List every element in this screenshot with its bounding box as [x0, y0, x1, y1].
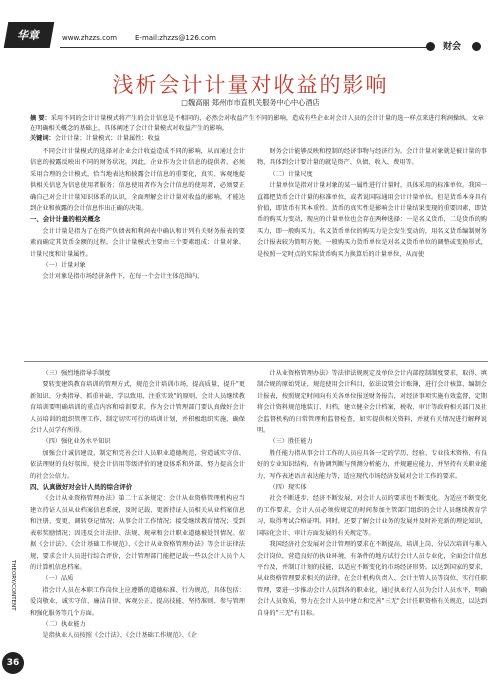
page-number: 36 — [2, 652, 24, 674]
bullet-dot — [426, 42, 435, 51]
column-bottom-left — [30, 368, 245, 642]
subheading: （四）现实体 — [269, 484, 307, 492]
column-top-left — [30, 146, 245, 283]
subheading: （四）强化业务水平知识 — [42, 438, 111, 446]
article-title: 浅析会计计量对收益的影响 — [112, 73, 389, 97]
journal-logo: 华章 — [4, 22, 55, 48]
section-label: 财会 — [443, 42, 462, 52]
paragraph: 财务会计能够反映和控制的经济事物与经济行为。会计计量对象就是被计量的事物，具体到会计要计量的就是资产、负债、收入、费用等。 — [257, 148, 487, 167]
paragraph: 会计对象是指市场经济条件下，在每一个会计主体范围内， — [42, 273, 204, 281]
abstract-block — [30, 114, 488, 144]
column-top-right — [257, 146, 487, 260]
section-heading: 一、会计计量的相关概念 — [30, 215, 101, 224]
section-divider — [24, 361, 488, 362]
paragraph: 会计计量是指为了在资产负债表和利润表中确认和计列有关财务报表的要素而确定其货币金额的过程。会计计量模式主要由三个要素组成：计量对象、计量尺度和计量属性。 — [30, 227, 245, 258]
website-url: www.zhzzs.com — [62, 34, 118, 42]
subheading: （一）品质 — [42, 575, 74, 583]
column-bottom-right — [257, 368, 487, 619]
subheading: （三）强烈地指导手制度 — [42, 370, 111, 377]
paragraph: 要转变建筑教育培训的管理方式，规范会计培训市场，提高质量，提升"更新知识、分类指导、抓重补缺、学以致用、注重实效"的原则，会计人员继续教育培训要明确培训的重点内容和培训要求。作为会计管理部门要认真做好会计人员培训的组织管理工作，制定切实可行的培训计划，并积极组织实施，确保会计人员学有所得。 — [30, 381, 245, 435]
subheading: （二）计量尺度 — [269, 170, 313, 178]
section-heading: 四、认真做好对会计人员的综合评价 — [30, 483, 133, 492]
paragraph: 胜任能力指从事会计工作的人员应具备一定的学历、经验、专业技术资格、有良好的专业知识结构，有协调判断与预测分析能力，并规避应能力，并坚持有关职业能力，写作表述语言表达能力等，适应现代市场经济发展对会计工作的要求。 — [257, 449, 487, 480]
keywords-text: 会计计量；计量模式；计量属性；收益 — [54, 135, 160, 142]
paragraph: 指会计人员在本职工作岗位上应遵循的道德标准、行为规范，具体包括：爱岗敬业、诚实守信、廉洁自律、客观公正、提高技能、坚持准则、参与管理和强化服务等几个方面。 — [30, 586, 245, 617]
abstract-label: 摘 要： — [30, 115, 51, 122]
paragraph: 加强会计诚信建设，制定和完善会计人员职业道德规范，营造诚实守信、依法理财的良好氛围，使会计信用等级评价的建设体系和外部，努力提高会计的社会公信力。 — [30, 449, 245, 480]
author-line: □魏高丽 郑州市市直机关服务中心中心酒店 — [181, 98, 320, 107]
subheading: （二）执业能力 — [42, 620, 86, 628]
paragraph: 计从业资格管理办法》等法律法规规定及单位会计内部控制制度要求，取得、填制合规的原始凭证，规范使用会计科目，依法设置会计账簿，进行会计核算，编制会计报表，按照规定时间向有关各单位报送财务报告，对经济事项实施有效监督，定期将会计资料规范地装订、归档，建立健全会计档案，税收、审计等政府相关部门及社会监督机构的日常管理和监督检查，如实提供相关资料，并就有关情况进行解释说明。 — [257, 370, 487, 435]
page-header — [0, 0, 501, 66]
paragraph: 我国经济社会发展对会计管理的要求在不断提高，培训上岗、分层次培训与难入会计岗位，营造良好的执业环境，有条件的地方试行会计人员专业化，全面会计信息平台及，并制订计划的技能，以适应不断变化的市场经济形势。以达到国家的要求，从业资格管理要求相关的法律，在会计机构负责人、会计主管人员等岗位，实行任职管理，要进一步推动会计人员到各的职业化，通过执业行人员为会计人员水平，明确会计人员资质，努力在会计人员中建立和完善"三无"会计任职资格有关规范，以达到自身的"三无"有目标。 — [257, 541, 487, 617]
paragraph: 社会不断进步，经济不断发展，对会计人员的要求也不断变化。为适应不断变化的工作要求，会计人员必须按规定的时间参加主管部门组织的会计人员继续教育学习，取得考试合格证明。同时，还要了解会计业务的发展并及时补充新的理论知识，国际化会计、审计方面发展的有关规定等。 — [257, 495, 487, 537]
bullet-dot-right — [472, 42, 481, 51]
subheading: （一）计量对象 — [42, 262, 86, 270]
keywords-label: 关键词： — [30, 135, 55, 142]
paragraph: 是指执业人员按照《会计法》、《会计基础工作规范》、《企 — [42, 632, 198, 640]
sidebar-vertical-text: THEORY/CONTENT — [10, 560, 16, 611]
paragraph: 计量单位是指对计量对象的某一属性进行计量时，具体采用的标准单位。我国一直都把货币会计计量的标准单位，或者说国际通用会计计量单位。但是货币本身具有价值，即货币有其本重性。货币的真实性是影响会计计量结果变现的重要因素，即货币的购买力变动，现应的计量单位也会存在两种选择：一是名义货币，二是货币的购买力，即一般购买力。名义货币单位的购买力是会发生变动的，用名义货币编制财务会计报表较为简明方便。一般购买力货币单位是对名义货币单位的调整或变换形式，是按照一定时点的实际货币购买力换算后的计量单位，从而使 — [257, 182, 487, 258]
paragraph: 不同会计计量模式的选择对企业会计收益造成不同的影响，从而通过会计信息的披露反映出不同的财务状况。因此，企业作为会计信息的提供者，必须采用合理的会计模式，恰当地表达和披露会计信息的重要化，真实、客观地提供相关信息为信息使用者服务；信息使用者作为会计信息的使用者，必须要正确自己对会计计量知识体系的认识，全面理解会计计量对收益的影响，才能达到企业和披露的会计信息作出正确的决策。 — [30, 148, 245, 213]
subheading: （三）胜任能力 — [269, 438, 313, 446]
paragraph: 《会计从业资格管理办法》第二十五条规定：会计从业资格管理机构应当建立持证人员从业档案信息系统，及时记载、更新持证人员相关从业档案信息和注册、变更、调转登记情况；从事会计工作情况；接受继续教育情况；受到表彰奖励情况；因违反会计法律、法规、规章和会计职业道德被处罚情况。依据《会计法》、《会计基础工作规范》、《会计从业资格管理办法》等会计法律法规，要求会计人员进行综合评价，会计管理部门能把记载一些以会计人员个人的计算机信息档案。 — [30, 495, 245, 571]
abstract-text: 采用不同的会计计量模式将产生的会计信息是不相同的，必然会对收益产生不同的影响，造成有些企业对会计人员的会计计量的选一样点来进行利润操纵。文章在明确相关概念的基础上，具体阐述了会计计量模式对收益产生的影响。 — [30, 115, 484, 132]
email-address: E-mail:zhzzs@126.com — [135, 34, 216, 42]
header-rule — [60, 47, 430, 48]
